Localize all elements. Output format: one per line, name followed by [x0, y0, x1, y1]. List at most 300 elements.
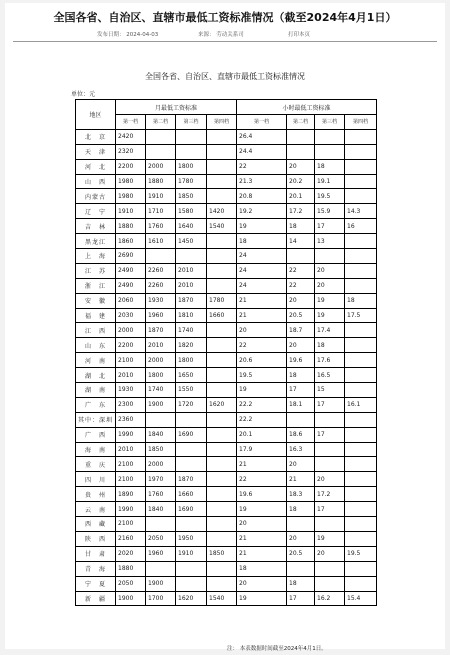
hourly-level-2-cell	[287, 144, 315, 159]
hourly-level-3-cell: 17	[315, 219, 345, 234]
monthly-level-4-cell	[207, 144, 237, 159]
hourly-level-1-cell: 19.6	[237, 487, 287, 502]
hourly-level-2-cell: 18	[287, 219, 315, 234]
source-label: 来源： 劳动关系司	[198, 32, 244, 38]
monthly-level-1-cell: 2020	[116, 546, 146, 561]
publish-date: 发布日期： 2024-04-03	[97, 32, 159, 38]
table-row	[76, 427, 377, 442]
monthly-level-2-cell: 1960	[146, 546, 176, 561]
table-row	[76, 383, 377, 398]
region-cell: 河 北	[76, 159, 116, 174]
monthly-level-4-cell: 1780	[207, 293, 237, 308]
hourly-level-2-cell: 20	[287, 159, 315, 174]
monthly-level-1-cell: 2050	[116, 576, 146, 591]
monthly-level-1-cell: 2100	[116, 353, 146, 368]
monthly-level-1-cell: 2490	[116, 263, 146, 278]
table-row	[76, 159, 377, 174]
region-cell: 天 津	[76, 144, 116, 159]
hourly-level-3-cell	[315, 412, 345, 427]
hourly-level-1-cell: 22	[237, 159, 287, 174]
hourly-level-3-cell: 19	[315, 308, 345, 323]
hourly-level-3-cell: 19	[315, 293, 345, 308]
monthly-level-2-cell: 1740	[146, 383, 176, 398]
hourly-level-2-cell: 22	[287, 278, 315, 293]
document-page	[5, 3, 445, 652]
monthly-level-2-cell: 1900	[146, 397, 176, 412]
monthly-level-4-cell	[207, 472, 237, 487]
divider	[13, 41, 437, 42]
monthly-level-3-cell	[176, 517, 207, 532]
hourly-level-3-cell: 17	[315, 502, 345, 517]
monthly-level-4-cell	[207, 234, 237, 249]
hourly-level-2-cell: 20.2	[287, 174, 315, 189]
monthly-level-3-cell: 1740	[176, 323, 207, 338]
monthly-level-3-cell: 1800	[176, 353, 207, 368]
table-row	[76, 472, 377, 487]
print-link[interactable]: 打印本页	[288, 32, 311, 38]
monthly-level-2-cell	[146, 249, 176, 264]
hourly-level-4-cell	[345, 234, 377, 249]
region-cell: 湖 南	[76, 383, 116, 398]
monthly-level-2-cell: 2260	[146, 263, 176, 278]
monthly-level-1-cell: 1980	[116, 189, 146, 204]
table-row	[76, 323, 377, 338]
hourly-level-1-cell: 20	[237, 517, 287, 532]
monthly-level-3-cell: 1690	[176, 502, 207, 517]
monthly-level-4-cell: 1540	[207, 219, 237, 234]
monthly-level-4-cell	[207, 502, 237, 517]
monthly-level-4-cell	[207, 249, 237, 264]
hourly-level-3-cell: 17	[315, 397, 345, 412]
monthly-level-2-cell: 2000	[146, 457, 176, 472]
monthly-level-4-cell: 1850	[207, 546, 237, 561]
hourly-level-3-cell: 20	[315, 546, 345, 561]
monthly-level-1-cell: 1880	[116, 561, 146, 576]
monthly-level-4-cell	[207, 353, 237, 368]
hourly-level-2-cell: 20.1	[287, 189, 315, 204]
hourly-level-4-cell	[345, 517, 377, 532]
header-monthly-level-4: 第四档	[207, 115, 237, 130]
monthly-level-1-cell: 1980	[116, 174, 146, 189]
hourly-level-1-cell: 17.9	[237, 442, 287, 457]
footnote: 注： 本表数据时间截至2024年4月1日。	[227, 646, 327, 652]
hourly-level-3-cell	[315, 517, 345, 532]
monthly-level-3-cell: 1580	[176, 204, 207, 219]
monthly-level-2-cell	[146, 129, 176, 144]
monthly-level-4-cell: 1420	[207, 204, 237, 219]
monthly-level-3-cell	[176, 576, 207, 591]
monthly-level-2-cell: 1870	[146, 323, 176, 338]
hourly-level-2-cell: 20	[287, 531, 315, 546]
monthly-level-4-cell	[207, 323, 237, 338]
table-row	[76, 278, 377, 293]
monthly-level-4-cell	[207, 561, 237, 576]
hourly-level-3-cell: 18	[315, 338, 345, 353]
table-row	[76, 263, 377, 278]
hourly-level-4-cell	[345, 338, 377, 353]
hourly-level-3-cell: 15.9	[315, 204, 345, 219]
header-region: 地区	[76, 100, 116, 130]
monthly-level-2-cell: 1960	[146, 308, 176, 323]
hourly-level-2-cell: 18.7	[287, 323, 315, 338]
table-row	[76, 457, 377, 472]
region-cell: 山 东	[76, 338, 116, 353]
header-monthly: 月最低工资标准	[116, 100, 237, 115]
hourly-level-2-cell: 17	[287, 383, 315, 398]
hourly-level-3-cell	[315, 129, 345, 144]
monthly-level-1-cell: 2100	[116, 472, 146, 487]
hourly-level-2-cell: 17.2	[287, 204, 315, 219]
monthly-level-2-cell: 1760	[146, 219, 176, 234]
header-hourly-level-4: 第四档	[345, 115, 377, 130]
hourly-level-2-cell: 18.3	[287, 487, 315, 502]
hourly-level-3-cell: 17.6	[315, 353, 345, 368]
hourly-level-4-cell: 17.5	[345, 308, 377, 323]
hourly-level-4-cell	[345, 159, 377, 174]
hourly-level-1-cell: 20.6	[237, 353, 287, 368]
monthly-level-2-cell	[146, 517, 176, 532]
hourly-level-1-cell: 24	[237, 249, 287, 264]
hourly-level-3-cell	[315, 561, 345, 576]
monthly-level-4-cell	[207, 412, 237, 427]
region-cell: 新 疆	[76, 591, 116, 606]
monthly-level-3-cell: 1810	[176, 308, 207, 323]
monthly-level-3-cell	[176, 249, 207, 264]
table-row	[76, 144, 377, 159]
region-cell: 海 南	[76, 442, 116, 457]
monthly-level-3-cell: 1780	[176, 174, 207, 189]
hourly-level-4-cell	[345, 487, 377, 502]
hourly-level-4-cell	[345, 472, 377, 487]
monthly-level-3-cell: 1650	[176, 368, 207, 383]
monthly-level-1-cell: 2060	[116, 293, 146, 308]
table-row	[76, 487, 377, 502]
hourly-level-3-cell: 19	[315, 531, 345, 546]
region-cell: 辽 宁	[76, 204, 116, 219]
monthly-level-1-cell: 1890	[116, 487, 146, 502]
hourly-level-1-cell: 24.4	[237, 144, 287, 159]
hourly-level-2-cell	[287, 412, 315, 427]
region-cell: 江 西	[76, 323, 116, 338]
hourly-level-2-cell: 20	[287, 457, 315, 472]
monthly-level-4-cell	[207, 129, 237, 144]
region-cell: 贵 州	[76, 487, 116, 502]
monthly-level-2-cell: 1700	[146, 591, 176, 606]
monthly-level-1-cell: 1990	[116, 427, 146, 442]
table-row	[76, 502, 377, 517]
hourly-level-4-cell	[345, 412, 377, 427]
hourly-level-4-cell	[345, 263, 377, 278]
monthly-level-2-cell: 1880	[146, 174, 176, 189]
header-hourly-level-2: 第二档	[287, 115, 315, 130]
min-wage-table	[75, 99, 377, 606]
monthly-level-1-cell: 1860	[116, 234, 146, 249]
monthly-level-3-cell	[176, 442, 207, 457]
monthly-level-4-cell	[207, 576, 237, 591]
monthly-level-2-cell: 2050	[146, 531, 176, 546]
hourly-level-4-cell	[345, 129, 377, 144]
header-hourly: 小时最低工资标准	[237, 100, 377, 115]
hourly-level-1-cell: 20	[237, 576, 287, 591]
hourly-level-3-cell: 19.1	[315, 174, 345, 189]
monthly-level-2-cell	[146, 561, 176, 576]
hourly-level-4-cell: 15.4	[345, 591, 377, 606]
monthly-level-2-cell: 1930	[146, 293, 176, 308]
hourly-level-3-cell: 16.5	[315, 368, 345, 383]
hourly-level-1-cell: 24	[237, 263, 287, 278]
monthly-level-1-cell: 1930	[116, 383, 146, 398]
table-row	[76, 546, 377, 561]
monthly-level-4-cell	[207, 263, 237, 278]
monthly-level-4-cell: 1540	[207, 591, 237, 606]
table-row	[76, 338, 377, 353]
monthly-level-4-cell: 1660	[207, 308, 237, 323]
table-row	[76, 189, 377, 204]
monthly-level-2-cell: 1610	[146, 234, 176, 249]
hourly-level-1-cell: 21.3	[237, 174, 287, 189]
table-row	[76, 517, 377, 532]
hourly-level-4-cell	[345, 368, 377, 383]
hourly-level-1-cell: 19	[237, 383, 287, 398]
hourly-level-3-cell: 17.4	[315, 323, 345, 338]
monthly-level-1-cell: 2300	[116, 397, 146, 412]
monthly-level-1-cell: 2490	[116, 278, 146, 293]
monthly-level-1-cell: 1990	[116, 502, 146, 517]
region-cell: 内蒙古	[76, 189, 116, 204]
hourly-level-4-cell	[345, 576, 377, 591]
monthly-level-3-cell: 1870	[176, 472, 207, 487]
monthly-level-3-cell	[176, 412, 207, 427]
table-body	[76, 129, 377, 606]
hourly-level-3-cell	[315, 249, 345, 264]
monthly-level-3-cell: 1950	[176, 531, 207, 546]
region-cell: 河 南	[76, 353, 116, 368]
region-cell: 山 西	[76, 174, 116, 189]
monthly-level-1-cell: 2000	[116, 323, 146, 338]
monthly-level-3-cell: 1800	[176, 159, 207, 174]
hourly-level-4-cell: 18	[345, 293, 377, 308]
hourly-level-1-cell: 20.8	[237, 189, 287, 204]
monthly-level-3-cell: 2010	[176, 278, 207, 293]
hourly-level-4-cell	[345, 383, 377, 398]
monthly-level-1-cell: 2100	[116, 457, 146, 472]
hourly-level-1-cell: 19	[237, 591, 287, 606]
hourly-level-4-cell	[345, 144, 377, 159]
hourly-level-4-cell	[345, 531, 377, 546]
region-cell: 陕 西	[76, 531, 116, 546]
hourly-level-1-cell: 22	[237, 338, 287, 353]
monthly-level-3-cell: 1690	[176, 427, 207, 442]
monthly-level-1-cell: 2420	[116, 129, 146, 144]
header-row-groups	[76, 100, 377, 115]
region-cell: 江 苏	[76, 263, 116, 278]
monthly-level-3-cell	[176, 129, 207, 144]
monthly-level-3-cell	[176, 561, 207, 576]
hourly-level-3-cell: 19.5	[315, 189, 345, 204]
hourly-level-4-cell	[345, 249, 377, 264]
monthly-level-1-cell: 2200	[116, 159, 146, 174]
hourly-level-4-cell: 16	[345, 219, 377, 234]
hourly-level-3-cell	[315, 576, 345, 591]
hourly-level-3-cell: 17	[315, 427, 345, 442]
hourly-level-2-cell: 19.6	[287, 353, 315, 368]
monthly-level-1-cell: 2010	[116, 442, 146, 457]
table-row	[76, 174, 377, 189]
monthly-level-2-cell: 2000	[146, 353, 176, 368]
monthly-level-3-cell: 1550	[176, 383, 207, 398]
monthly-level-3-cell: 1910	[176, 546, 207, 561]
table-row	[76, 204, 377, 219]
hourly-level-4-cell	[345, 502, 377, 517]
monthly-level-4-cell	[207, 368, 237, 383]
region-cell: 吉 林	[76, 219, 116, 234]
table-row	[76, 576, 377, 591]
hourly-level-3-cell	[315, 442, 345, 457]
hourly-level-3-cell: 17.2	[315, 487, 345, 502]
hourly-level-1-cell: 24	[237, 278, 287, 293]
monthly-level-3-cell: 1620	[176, 591, 207, 606]
monthly-level-2-cell: 2000	[146, 159, 176, 174]
hourly-level-1-cell: 21	[237, 531, 287, 546]
monthly-level-2-cell: 1840	[146, 427, 176, 442]
table-row	[76, 308, 377, 323]
monthly-level-1-cell: 2320	[116, 144, 146, 159]
monthly-level-2-cell	[146, 144, 176, 159]
header-hourly-level-3: 第三档	[315, 115, 345, 130]
monthly-level-1-cell: 2100	[116, 517, 146, 532]
unit-label: 单位：元	[71, 91, 96, 98]
hourly-level-3-cell: 13	[315, 234, 345, 249]
hourly-level-2-cell: 18	[287, 576, 315, 591]
header-monthly-level-2: 第二档	[146, 115, 176, 130]
monthly-level-2-cell: 2260	[146, 278, 176, 293]
hourly-level-3-cell: 20	[315, 263, 345, 278]
hourly-level-2-cell: 17	[287, 591, 315, 606]
monthly-level-3-cell: 1870	[176, 293, 207, 308]
monthly-level-1-cell: 2010	[116, 368, 146, 383]
monthly-level-1-cell: 1880	[116, 219, 146, 234]
monthly-level-2-cell: 1760	[146, 487, 176, 502]
hourly-level-4-cell	[345, 442, 377, 457]
monthly-level-3-cell: 1820	[176, 338, 207, 353]
hourly-level-2-cell	[287, 249, 315, 264]
hourly-level-4-cell: 16.1	[345, 397, 377, 412]
hourly-level-1-cell: 19	[237, 219, 287, 234]
monthly-level-1-cell: 2200	[116, 338, 146, 353]
hourly-level-1-cell: 21	[237, 546, 287, 561]
hourly-level-4-cell	[345, 174, 377, 189]
monthly-level-3-cell	[176, 144, 207, 159]
region-cell: 安 徽	[76, 293, 116, 308]
hourly-level-1-cell: 21	[237, 457, 287, 472]
hourly-level-2-cell: 20	[287, 338, 315, 353]
region-cell: 西 藏	[76, 517, 116, 532]
hourly-level-4-cell	[345, 353, 377, 368]
header-monthly-level-3: 第三档	[176, 115, 207, 130]
region-cell: 其中：深圳	[76, 412, 116, 427]
hourly-level-1-cell: 20.1	[237, 427, 287, 442]
monthly-level-3-cell	[176, 457, 207, 472]
hourly-level-2-cell: 18	[287, 502, 315, 517]
hourly-level-4-cell	[345, 427, 377, 442]
hourly-level-1-cell: 22	[237, 472, 287, 487]
hourly-level-3-cell: 16.2	[315, 591, 345, 606]
monthly-level-4-cell	[207, 278, 237, 293]
hourly-level-2-cell: 20.5	[287, 308, 315, 323]
region-cell: 云 南	[76, 502, 116, 517]
monthly-level-1-cell: 2030	[116, 308, 146, 323]
hourly-level-1-cell: 21	[237, 293, 287, 308]
monthly-level-4-cell	[207, 427, 237, 442]
hourly-level-1-cell: 22.2	[237, 397, 287, 412]
table-row	[76, 412, 377, 427]
monthly-level-3-cell: 2010	[176, 263, 207, 278]
table-row	[76, 293, 377, 308]
header-hourly-level-1: 第一档	[237, 115, 287, 130]
hourly-level-4-cell	[345, 323, 377, 338]
table-title: 全国各省、自治区、直辖市最低工资标准情况	[145, 72, 305, 81]
table-row	[76, 353, 377, 368]
monthly-level-2-cell: 1850	[146, 442, 176, 457]
monthly-level-1-cell: 1900	[116, 591, 146, 606]
monthly-level-2-cell: 1910	[146, 189, 176, 204]
hourly-level-2-cell: 20	[287, 293, 315, 308]
table-row	[76, 531, 377, 546]
hourly-level-2-cell	[287, 517, 315, 532]
region-cell: 宁 夏	[76, 576, 116, 591]
hourly-level-2-cell: 18.6	[287, 427, 315, 442]
hourly-level-1-cell: 18	[237, 234, 287, 249]
monthly-level-2-cell: 2010	[146, 338, 176, 353]
monthly-level-2-cell: 1900	[146, 576, 176, 591]
page-title: 全国各省、自治区、直辖市最低工资标准情况（截至2024年4月1日）	[53, 11, 397, 24]
monthly-level-2-cell: 1800	[146, 368, 176, 383]
region-cell: 北 京	[76, 129, 116, 144]
hourly-level-3-cell: 15	[315, 383, 345, 398]
table-row	[76, 219, 377, 234]
table-row	[76, 397, 377, 412]
hourly-level-4-cell: 19.5	[345, 546, 377, 561]
hourly-level-2-cell: 20.5	[287, 546, 315, 561]
monthly-level-4-cell	[207, 517, 237, 532]
region-cell: 上 海	[76, 249, 116, 264]
monthly-level-2-cell: 1840	[146, 502, 176, 517]
hourly-level-3-cell	[315, 144, 345, 159]
hourly-level-2-cell	[287, 561, 315, 576]
monthly-level-3-cell: 1850	[176, 189, 207, 204]
hourly-level-2-cell: 18.1	[287, 397, 315, 412]
region-cell: 青 海	[76, 561, 116, 576]
hourly-level-1-cell: 19	[237, 502, 287, 517]
region-cell: 四 川	[76, 472, 116, 487]
region-cell: 福 建	[76, 308, 116, 323]
hourly-level-2-cell: 14	[287, 234, 315, 249]
hourly-level-2-cell	[287, 129, 315, 144]
region-cell: 浙 江	[76, 278, 116, 293]
monthly-level-4-cell	[207, 174, 237, 189]
monthly-level-4-cell	[207, 442, 237, 457]
hourly-level-3-cell: 18	[315, 159, 345, 174]
region-cell: 广 西	[76, 427, 116, 442]
monthly-level-4-cell	[207, 189, 237, 204]
monthly-level-2-cell: 1710	[146, 204, 176, 219]
hourly-level-3-cell	[315, 457, 345, 472]
hourly-level-4-cell: 14.3	[345, 204, 377, 219]
table-row	[76, 591, 377, 606]
region-cell: 重 庆	[76, 457, 116, 472]
hourly-level-1-cell: 26.4	[237, 129, 287, 144]
monthly-level-4-cell	[207, 159, 237, 174]
